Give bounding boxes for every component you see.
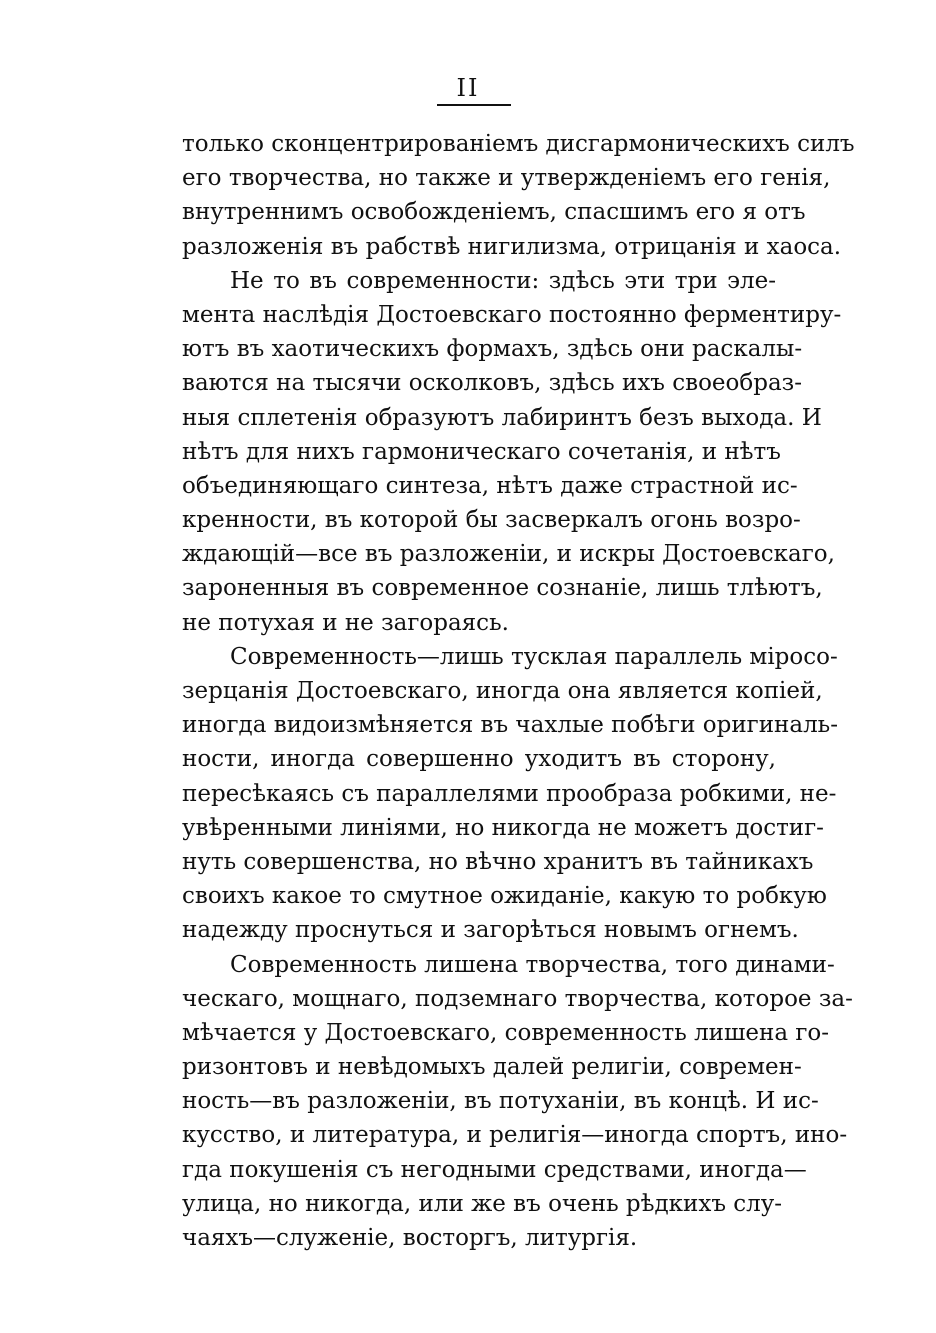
text-line: Современность—лишь тусклая параллель міросо- xyxy=(230,643,838,670)
text-line: Современность лишена творчества, того динами- xyxy=(230,951,835,978)
text-line: иногда видоизмѣняется въ чахлые побѣги оригиналь- xyxy=(182,712,838,739)
text-line: кусство, и литература, и религія—иногда спортъ, ино- xyxy=(182,1122,848,1149)
text-line: только сконцентрированіемъ дисгармоническихъ силъ xyxy=(182,131,855,157)
text-line: кренности, въ которой бы засверкалъ огонь возро- xyxy=(182,507,801,534)
text-line: его творчества, но также и утвержденіемъ его генія, xyxy=(182,165,831,192)
text-line: не потухая и не загораясь. xyxy=(182,609,509,636)
text-line: ности, иногда совершенно уходитъ въ сторону, xyxy=(182,746,776,773)
paragraph-1 xyxy=(182,127,855,264)
paragraph-2 xyxy=(182,264,842,640)
text-line: нуть совершенства, но вѣчно хранитъ въ тайникахъ xyxy=(182,848,814,875)
text-line: ческаго, мощнаго, подземнаго творчества, которое за- xyxy=(182,985,853,1012)
text-line: ность—въ разложеніи, въ потуханіи, въ концѣ. И ис- xyxy=(182,1088,819,1115)
text-line: улица, но никогда, или же въ очень рѣдкихъ слу- xyxy=(182,1190,783,1217)
text-line: увѣренными линіями, но никогда не можетъ достиг- xyxy=(182,814,824,841)
page-number-rule xyxy=(437,104,511,106)
text-line: мѣчается у Достоевскаго, современность лишена го- xyxy=(182,1019,830,1046)
text-line: ваются на тысячи осколковъ, здѣсь ихъ своеобраз- xyxy=(182,370,802,397)
text-line: зароненныя въ современное сознаніе, лишь тлѣютъ, xyxy=(182,575,823,602)
text-line: нѣтъ для нихъ гармоническаго сочетанія, и нѣтъ xyxy=(182,438,781,465)
text-line: ждающій—все въ разложеніи, и искры Достоевскаго, xyxy=(182,541,835,568)
text-line: своихъ какое то смутное ожиданіе, какую то робкую xyxy=(182,883,827,910)
text-line: объединяющаго синтеза, нѣтъ даже страстной ис- xyxy=(182,472,798,499)
text-line: мента наслѣдія Достоевскаго постоянно ферментиру- xyxy=(182,301,842,328)
text-line: гда покушенія съ негодными средствами, иногда— xyxy=(182,1156,807,1183)
paragraph-4 xyxy=(182,948,853,1256)
body-text xyxy=(182,127,855,1255)
text-line: надежду проснуться и загорѣться новымъ огнемъ. xyxy=(182,917,799,944)
text-line: ныя сплетенія образуютъ лабиринтъ безъ выхода. И xyxy=(182,404,822,431)
page-number: II xyxy=(456,74,480,102)
text-line: внутреннимъ освобожденіемъ, спасшимъ его я отъ xyxy=(182,199,806,226)
text-line: пересѣкаясь съ параллелями прообраза робкими, не- xyxy=(182,780,837,807)
text-line: разложенія въ рабствѣ нигилизма, отрицанія и хаоса. xyxy=(182,233,842,260)
text-line: ютъ въ хаотическихъ формахъ, здѣсь они раскалы- xyxy=(182,336,803,363)
text-line: ризонтовъ и невѣдомыхъ далей религіи, современ- xyxy=(182,1054,802,1081)
text-line: Не то въ современности: здѣсь эти три эле- xyxy=(230,267,776,294)
text-line: зерцанія Достоевскаго, иногда она является копіей, xyxy=(182,678,823,704)
text-line: чаяхъ—служеніе, восторгъ, литургія. xyxy=(182,1225,638,1251)
paragraph-3 xyxy=(182,640,838,948)
